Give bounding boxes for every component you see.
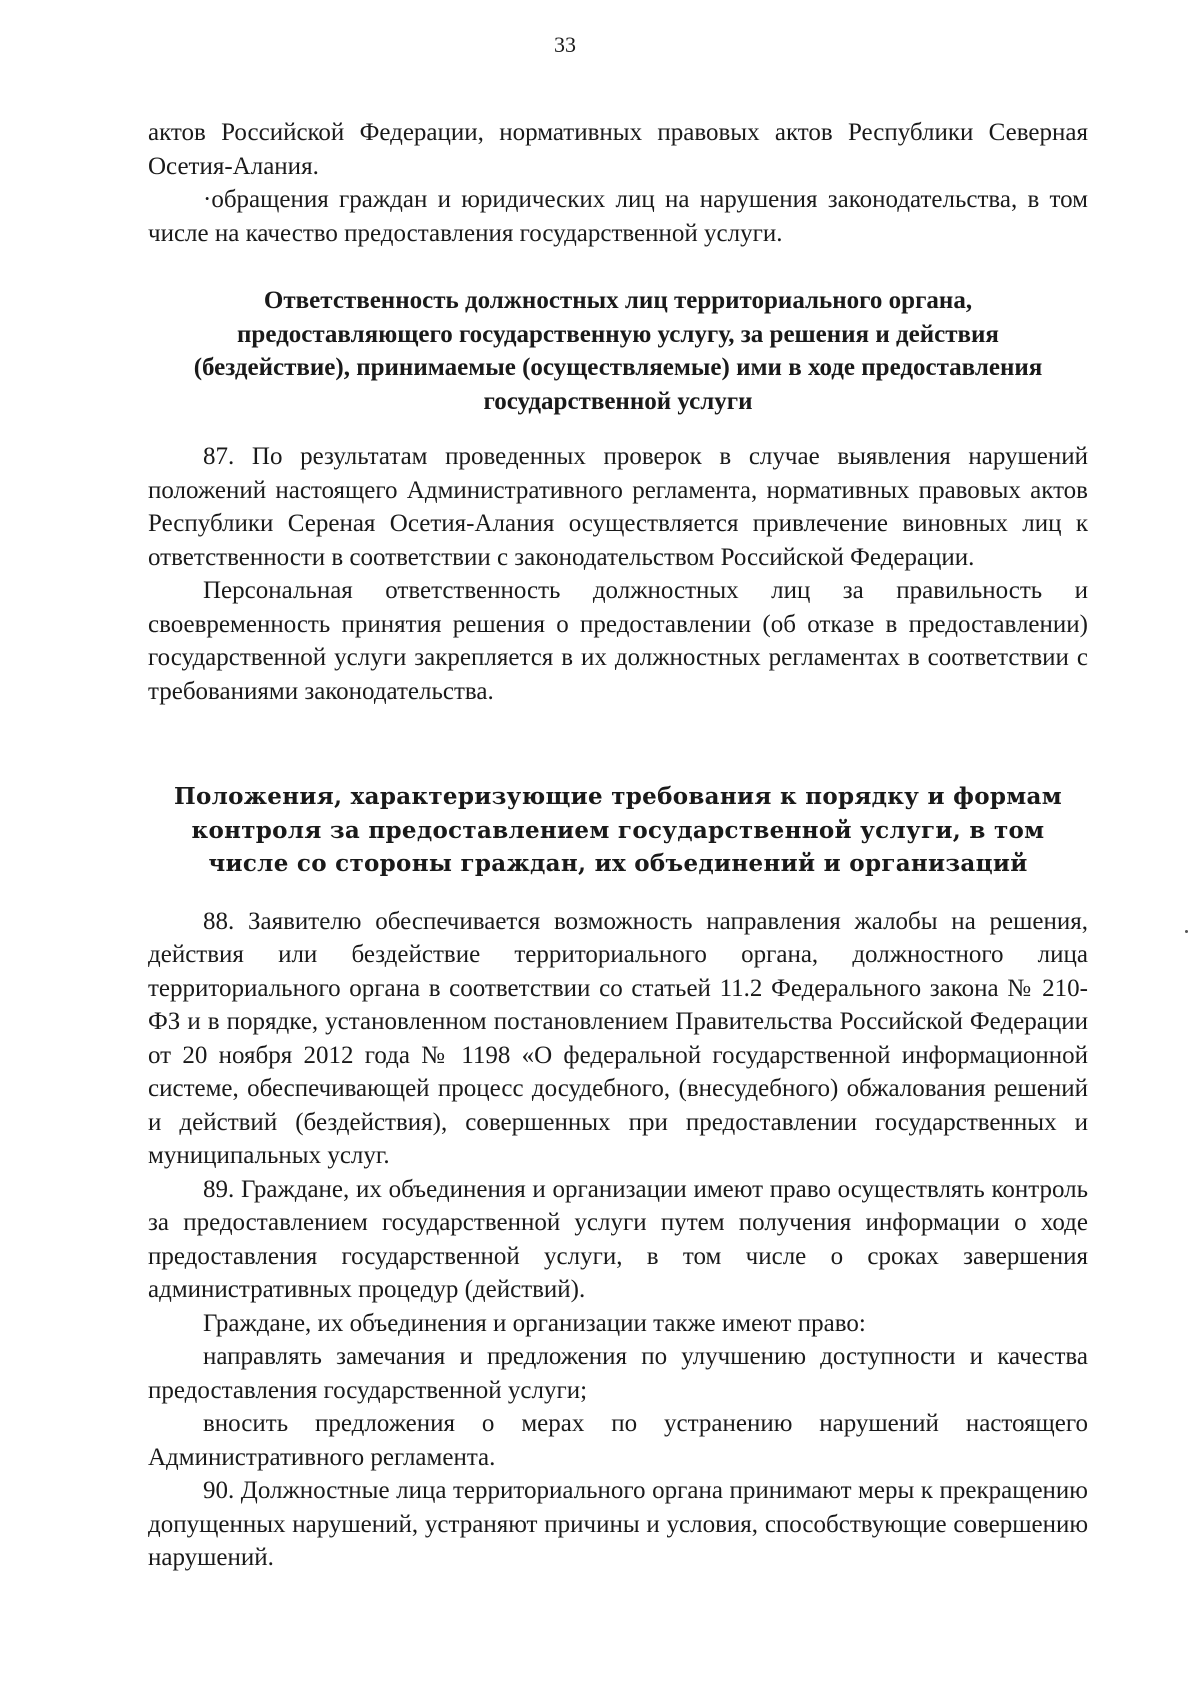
paragraph-90: 90. Должностные лица территориального органа принимают меры к прекращению допущенных нарушений, устраняют причины и условия, способствующие совершению нарушений. [148, 1477, 1088, 1571]
paragraph-appeals: ·обращения граждан и юридических лиц на нарушения законодательства, в том числе на качество предоставления государственной услуги. [148, 186, 1088, 247]
scan-speck [1185, 930, 1188, 933]
document-body [148, 116, 1088, 1575]
paragraph-citizens-rights: Граждане, их объединения и организации также имеют право: [203, 1309, 866, 1337]
paragraph-continuation: актов Российской Федерации, нормативных правовых актов Республики Северная Осетия-Алания. [148, 119, 1088, 180]
paragraph-personal-responsibility: Персональная ответственность должностных лиц за правильность и своевременность принятия решения о предоставлении (об отказе в предоставлении) государственной услуги закрепляется в их должностных регламентах в соответствии с требованиями законодательства. [148, 577, 1088, 705]
section-heading-responsibility: Ответственность должностных лиц территориального органа, предоставляющего государственную услугу, за решения и действия (бездействие), принимаемые (осуществляемые) ими в ходе предоставления государственной услуги [193, 287, 1043, 415]
paragraph-right-remarks: направлять замечания и предложения по улучшению доступности и качества предоставления государственной услуги; [148, 1343, 1088, 1404]
page-number: 33 [554, 32, 576, 57]
paragraph-right-proposals: вносить предложения о мерах по устранению нарушений настоящего Административного регламента. [148, 1410, 1088, 1471]
section-heading-control-requirements: Положения, характеризующие требования к порядку и формам контроля за предоставлением государственной услуги, в том числе со стороны граждан, их объединений и организаций [173, 783, 1063, 877]
paragraph-87: 87. По результатам проведенных проверок в случае выявления нарушений положений настоящего Административного регламента, нормативных правовых актов Республики Сереная Осетия-Алания осуществляется привлечение виновных лиц к ответственности в соответствии с законодательством Российской Федерации. [148, 443, 1088, 571]
paragraph-88: 88. Заявителю обеспечивается возможность направления жалобы на решения, действия или бездействие территориального органа, должностного лица территориального органа в соответствии со статьей 11.2 Федерального закона № 210-ФЗ и в порядке, установленном постановлением Правительства Российской Федерации от 20 ноября 2012 года № 1198 «О федеральной государственной информационной системе, обеспечивающей процесс досудебного, (внесудебного) обжалования решений и действий (бездействия), совершенных при предоставлении государственных и муниципальных услуг. [148, 907, 1088, 1169]
paragraph-89: 89. Граждане, их объединения и организации имеют право осуществлять контроль за предоставлением государственной услуги путем получения информации о ходе предоставления государственной услуги, в том числе о сроках завершения административных процедур (действий). [148, 1175, 1088, 1303]
